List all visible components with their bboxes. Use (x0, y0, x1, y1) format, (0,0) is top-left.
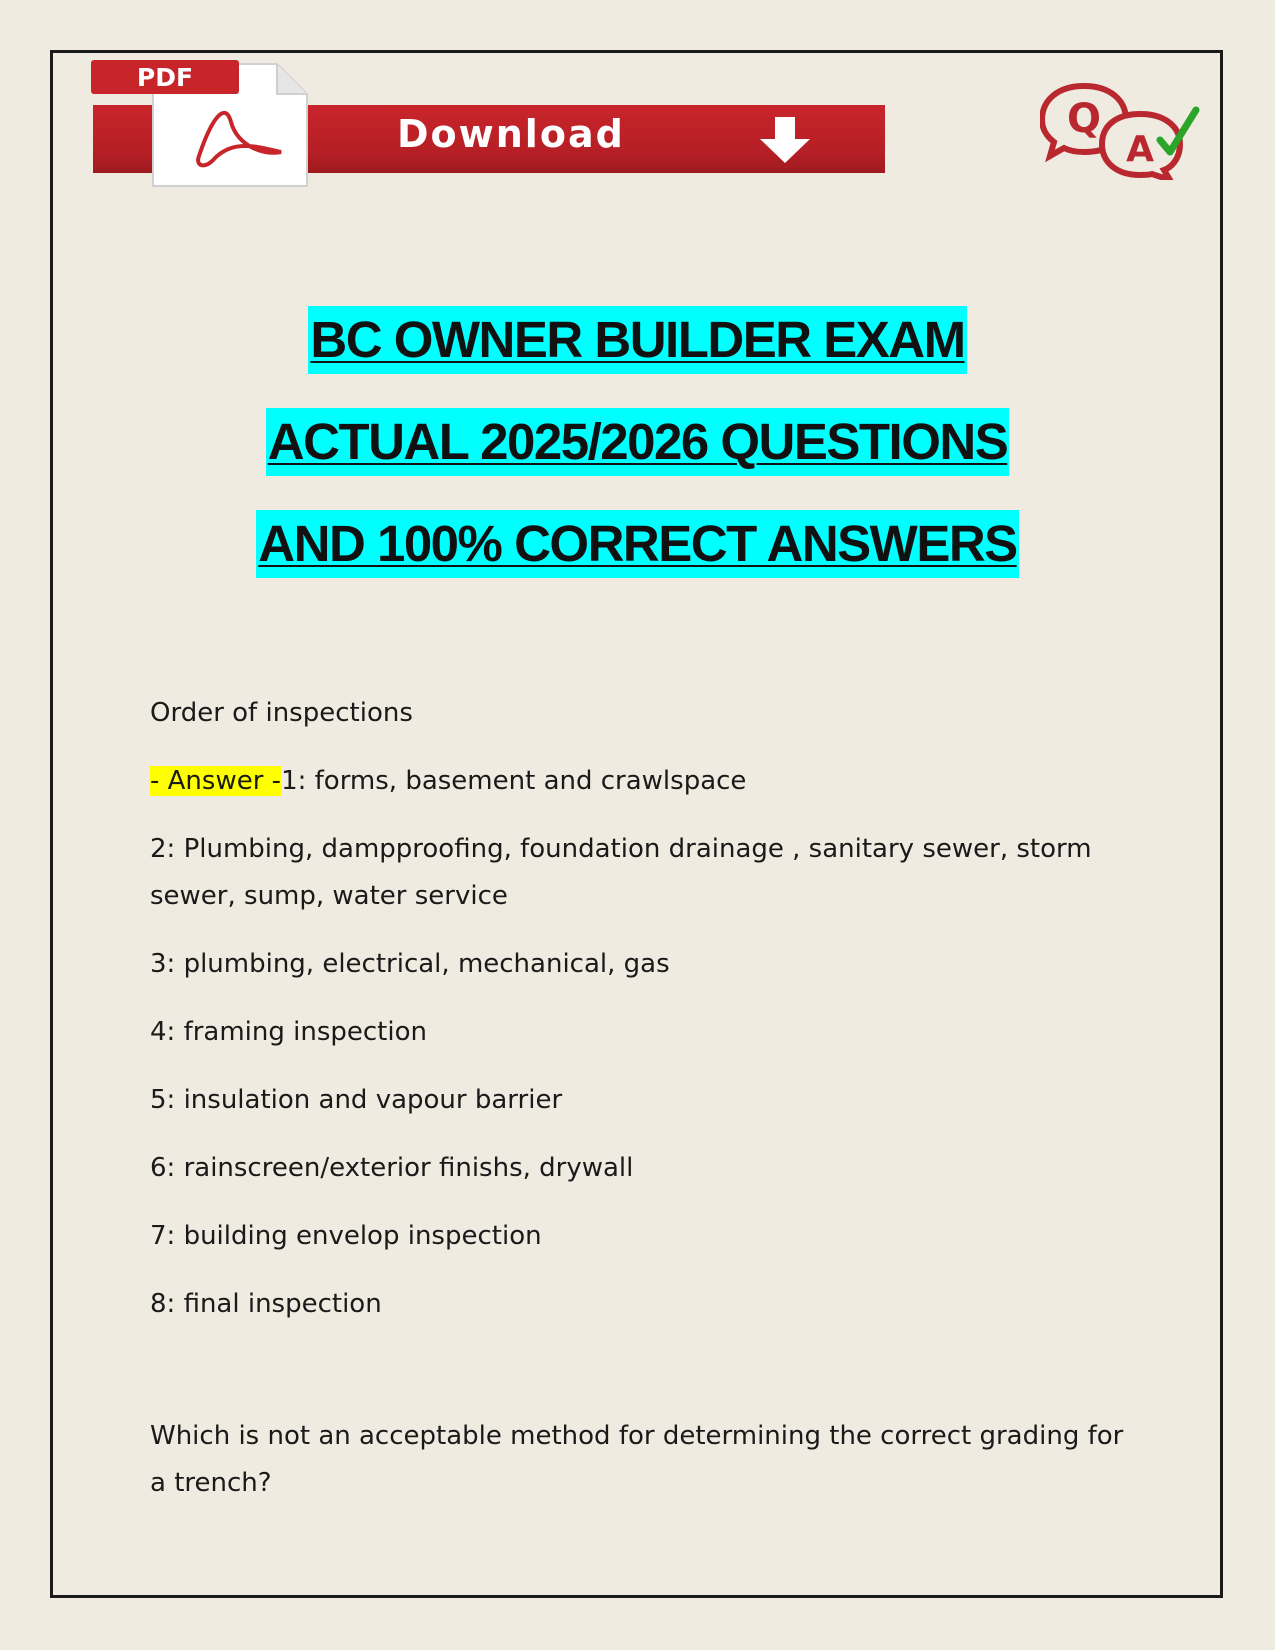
download-arrow-icon (756, 115, 814, 165)
section-spacer (150, 1349, 1130, 1413)
download-label: Download (397, 112, 625, 156)
answer-item: 8: final inspection (150, 1289, 382, 1319)
answer-marker: - Answer - (150, 766, 282, 796)
a-letter: A (1126, 129, 1154, 170)
answer-item: 2: Plumbing, dampproofing, foundation drainage , sanitary sewer, storm sewer, sump, water service (150, 834, 1092, 911)
answer-item: 4: framing inspection (150, 1017, 427, 1047)
answer-item: 7: building envelop inspection (150, 1221, 542, 1251)
answer-item: 6: rainscreen/exterior finishs, drywall (150, 1153, 634, 1183)
qa-logo (1040, 80, 1210, 180)
answer-1-first-line (150, 758, 1130, 805)
answer-item: 5: insulation and vapour barrier (150, 1085, 563, 1115)
document-title (0, 306, 1275, 612)
pdf-download-banner[interactable] (93, 60, 885, 188)
title-line-2: ACTUAL 2025/2026 QUESTIONS (266, 408, 1010, 476)
title-line-1: BC OWNER BUILDER EXAM (308, 306, 966, 374)
qa-speech-bubbles-icon (1040, 80, 1210, 180)
answer-item: 3: plumbing, electrical, mechanical, gas (150, 949, 670, 979)
qa-content (150, 690, 1130, 1528)
q-letter: Q (1066, 96, 1102, 142)
pdf-label: PDF (91, 60, 239, 94)
question-1: Order of inspections (150, 698, 413, 728)
answer-item: 1: forms, basement and crawlspace (281, 766, 747, 796)
title-line-3: AND 100% CORRECT ANSWERS (256, 510, 1018, 578)
question-2: Which is not an acceptable method for determining the correct grading for a trench? (150, 1421, 1124, 1498)
